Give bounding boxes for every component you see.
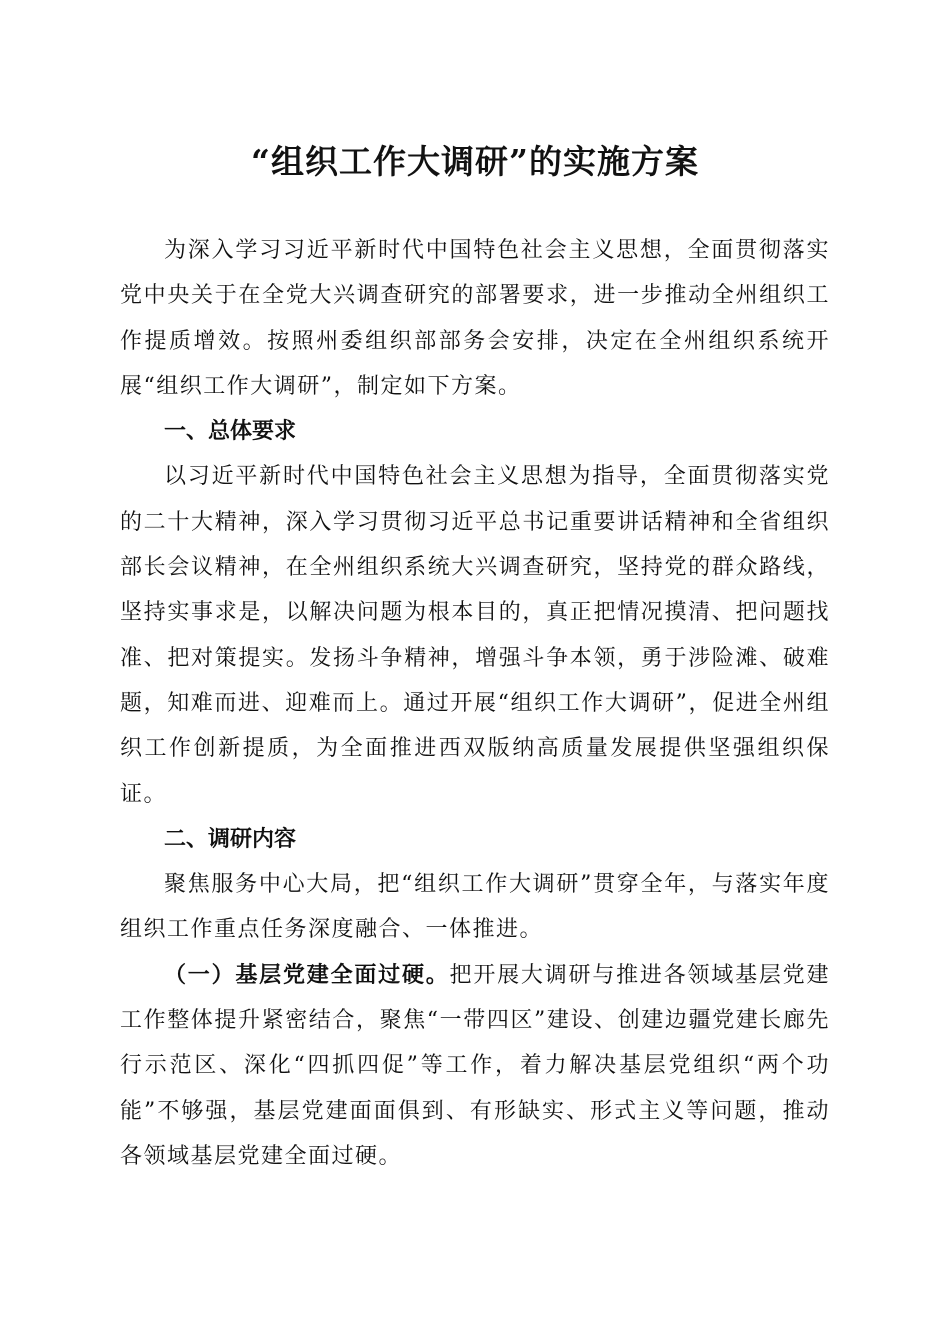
- general-requirements-paragraph: 以习近平新时代中国特色社会主义思想为指导，全面贯彻落实党的二十大精神，深入学习贯彻习近平总书记重要讲话精神和全省组织部长会议精神，在全州组织系统大兴调查研究，坚持党的群众路线，坚持实事求是，以解决问题为根本目的，真正把情况摸清、把问题找准、把对策提实。发扬斗争精神，增强斗争本领，勇于涉险滩、破难题，知难而进、迎难而上。通过开展“组织工作大调研”，促进全州组织工作创新提质，为全面推进西双版纳高质量发展提供坚强组织保证。: [120, 464, 830, 807]
- research-content-paragraph: 聚焦服务中心大局，把“组织工作大调研”贯穿全年，与落实年度组织工作重点任务深度融合、一体推进。: [120, 872, 830, 943]
- document-page: [120, 140, 830, 1179]
- document-title: “组织工作大调研”的实施方案: [251, 142, 699, 181]
- section-heading-research-content: 二、调研内容: [164, 826, 297, 852]
- grassroots-party-building-body: 把开展大调研与推进各领域基层党建工作整体提升紧密结合，聚焦“一带四区”建设、创建边疆党建长廊先行示范区、深化“四抓四促”等工作，着力解决基层党组织“两个功能”不够强，基层党建面面俱到、有形缺实、形式主义等问题，推动各领域基层党建全面过硬。: [120, 962, 830, 1169]
- intro-paragraph: 为深入学习习近平新时代中国特色社会主义思想，全面贯彻落实党中央关于在全党大兴调查研究的部署要求，进一步推动全州组织工作提质增效。按照州委组织部部务会安排，决定在全州组织系统开展“组织工作大调研”，制定如下方案。: [120, 238, 830, 399]
- section-heading-general-requirements: 一、总体要求: [164, 419, 297, 445]
- grassroots-party-building-lead: （一）基层党建全面过硬。: [164, 962, 450, 988]
- grassroots-party-building-paragraph: [120, 953, 830, 1179]
